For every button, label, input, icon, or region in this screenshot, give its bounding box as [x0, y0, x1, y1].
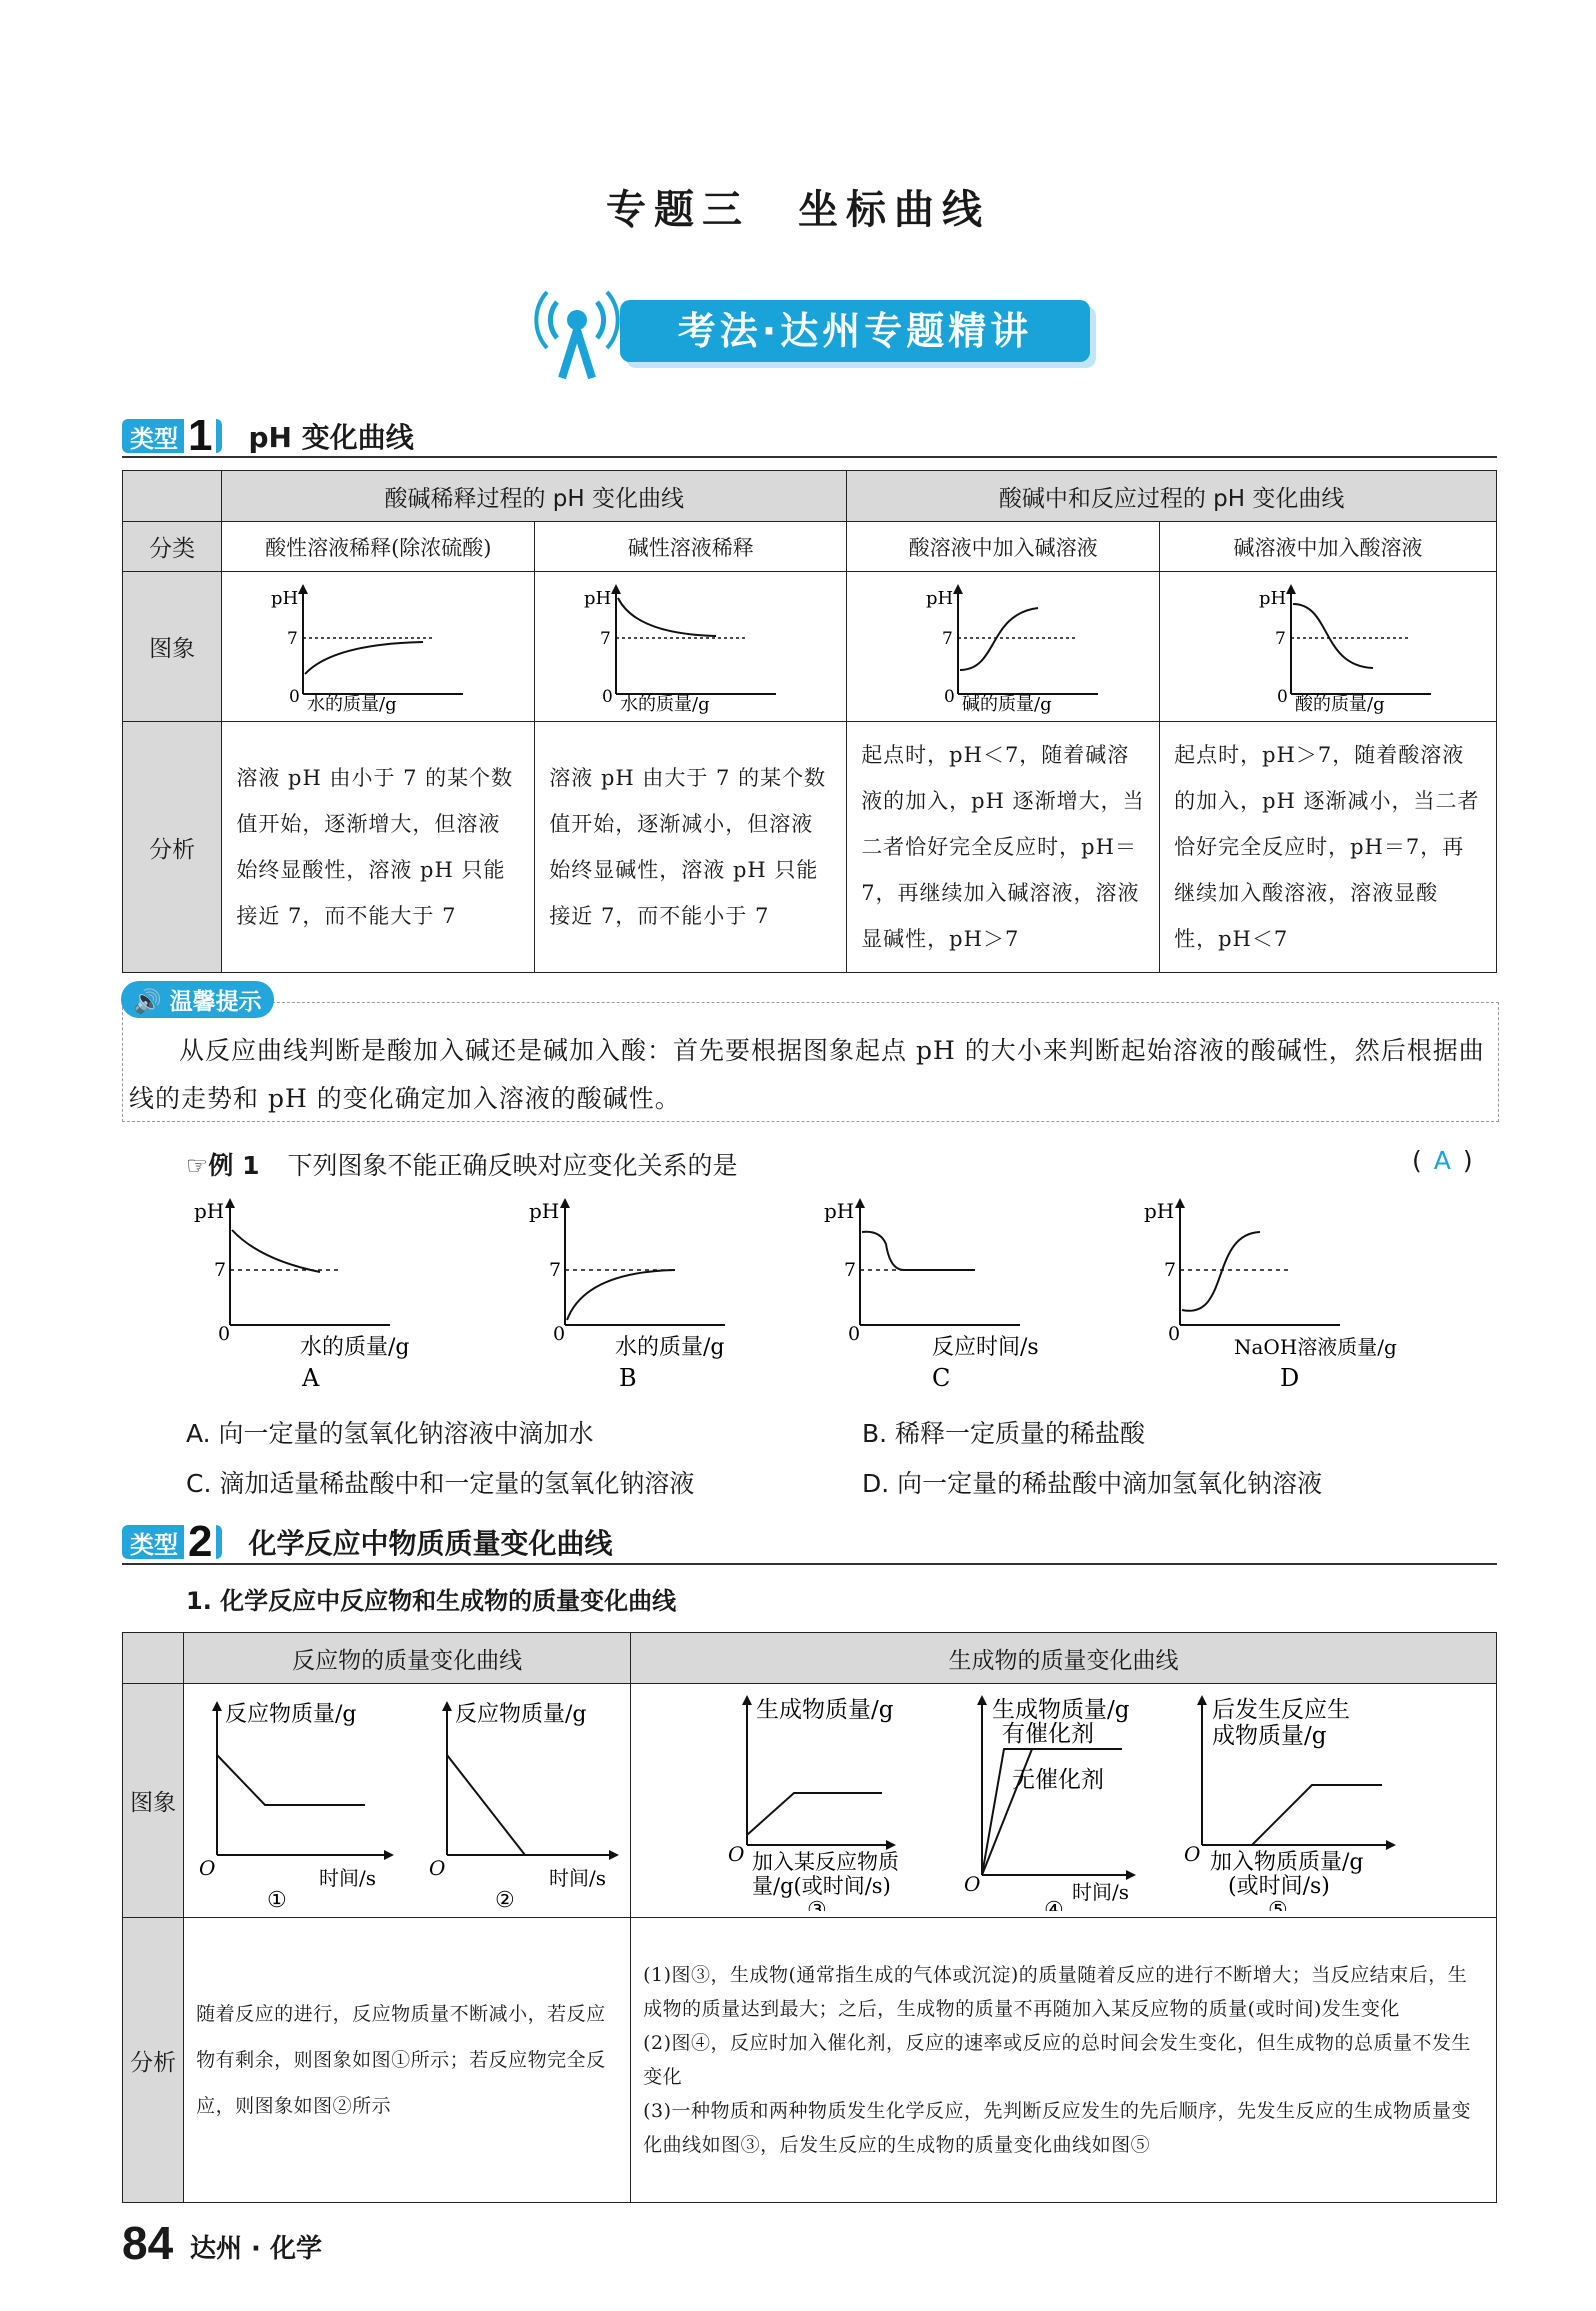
- ph-graph-base-plus-acid: [1161, 574, 1481, 714]
- ph-graph-acid-plus-base: [848, 574, 1148, 714]
- ph-graph-base-dilution: [536, 574, 836, 714]
- type2-header: [122, 1517, 613, 1566]
- image-cell: [535, 572, 847, 722]
- axis-y-label: 后发生反应生: [1212, 1697, 1351, 1723]
- tip-tag: [121, 981, 274, 1018]
- axis-x-label: 水的质量/g: [300, 1335, 410, 1360]
- axis-x-label: 酸的质量/g: [1295, 694, 1385, 714]
- image-cell: [222, 572, 535, 722]
- graph-number: ③: [807, 1898, 827, 1911]
- axis-x-label: 水的质量/g: [615, 1335, 725, 1360]
- row-label-analysis: 分析: [123, 1918, 184, 2203]
- axis-y-label: pH: [1259, 588, 1287, 609]
- tip-text: 从反应曲线判断是酸加入碱还是碱加入酸：首先要根据图象起点 pH 的大小来判断起始溶液的酸碱性，然后根据曲线的走势和 pH 的变化确定加入溶液的酸碱性。: [129, 1036, 1485, 1113]
- graph-number: ④: [1044, 1898, 1064, 1911]
- type2-tag-number: 2: [184, 1520, 216, 1564]
- axis-7-label: 7: [1275, 629, 1286, 649]
- page-number: 84: [122, 2217, 174, 2269]
- reactant-graphs-cell: [184, 1684, 631, 1918]
- section-banner: [532, 282, 1092, 380]
- answer-open: (: [1412, 1146, 1422, 1175]
- axis-y-label: pH: [271, 588, 299, 609]
- example-graph-c: [820, 1190, 1080, 1400]
- table1-corner: [123, 471, 222, 522]
- type2-tag: [122, 1517, 222, 1566]
- class-cell: 酸性溶液稀释(除浓硫酸): [222, 522, 535, 572]
- product-graphs: [632, 1685, 1492, 1911]
- axis-x-label: 水的质量/g: [307, 694, 397, 714]
- footer-label: 达州 · 化学: [190, 2234, 322, 2264]
- table2-corner: [123, 1633, 184, 1684]
- type1-title: pH 变化曲线: [248, 421, 414, 454]
- no-catalyst-label: 无催化剂: [1012, 1767, 1105, 1793]
- analysis-cell: 起点时，pH＞7，随着酸溶液的加入，pH 逐渐减小，当二者恰好完全反应时，pH＝7，再继续加入酸溶液，溶液显酸性，pH＜7: [1160, 722, 1497, 973]
- axis-x-label: 反应时间/s: [932, 1335, 1039, 1360]
- table1-group1: 酸碱稀释过程的 pH 变化曲线: [222, 471, 847, 522]
- axis-0-label: 0: [848, 1323, 861, 1345]
- origin-label: O: [728, 1842, 745, 1866]
- banner-title: 考法·达州专题精讲: [620, 300, 1090, 362]
- axis-0-label: 0: [289, 687, 301, 707]
- graph-letter: D: [1280, 1364, 1300, 1392]
- axis-0-label: 0: [1168, 1323, 1181, 1345]
- axis-0-label: 0: [1277, 687, 1288, 707]
- example1-question: [186, 1146, 737, 1182]
- row-label-analysis: 分析: [123, 722, 222, 973]
- page-title: 专题三 坐标曲线: [606, 187, 990, 233]
- graph-3: [728, 1695, 899, 1911]
- axis-7-label: 7: [214, 1259, 227, 1281]
- type1-tag: [122, 411, 222, 460]
- class-cell: 酸溶液中加入碱溶液: [847, 522, 1160, 572]
- catalyst-label: 有催化剂: [1002, 1721, 1095, 1747]
- option-c: C. 滴加适量稀盐酸中和一定量的氢氧化钠溶液: [186, 1469, 695, 1498]
- type2-tag-label: 类型: [130, 1530, 178, 1559]
- graph-number: ②: [495, 1888, 515, 1911]
- answer-close: ): [1462, 1146, 1473, 1175]
- example1-answer: [1412, 1146, 1473, 1175]
- analysis-right: [631, 1918, 1497, 2203]
- mass-curve-table: [122, 1632, 1497, 2203]
- speaker-icon: 🔊: [133, 989, 170, 1015]
- axis-y-label: 反应物质量/g: [455, 1702, 587, 1727]
- graph-letter: B: [619, 1364, 637, 1392]
- example-graph-b: [525, 1190, 785, 1400]
- axis-7-label: 7: [1164, 1259, 1177, 1281]
- ph-graph-acid-dilution: [223, 574, 523, 714]
- graph-5: [1184, 1695, 1396, 1911]
- analysis-cell: 起点时，pH＜7，随着碱溶液的加入，pH 逐渐增大，当二者恰好完全反应时，pH＝7，再继续加入碱溶液，溶液显碱性，pH＞7: [847, 722, 1160, 973]
- subsection-heading: 1. 化学反应中反应物和生成物的质量变化曲线: [186, 1587, 677, 1615]
- graph-number: ⑤: [1268, 1898, 1288, 1911]
- tip-box: [122, 989, 1499, 1122]
- axis-y-label: pH: [824, 1199, 855, 1223]
- axis-y-label-2: 成物质量/g: [1212, 1723, 1327, 1749]
- image-cell: [1160, 572, 1497, 722]
- axis-x-label: 时间/s: [549, 1866, 607, 1890]
- axis-y-label: 反应物质量/g: [225, 1702, 357, 1727]
- example-graph-d: [1140, 1190, 1440, 1400]
- axis-0-label: 0: [218, 1323, 231, 1345]
- reactant-graphs: [185, 1685, 625, 1911]
- axis-0-label: 0: [602, 687, 614, 707]
- axis-y-label: pH: [584, 588, 612, 609]
- type1-tag-number: 1: [184, 414, 216, 458]
- option-b: B. 稀释一定质量的稀盐酸: [862, 1419, 1146, 1448]
- graph-number: ①: [267, 1888, 287, 1911]
- axis-x-label: 水的质量/g: [620, 694, 710, 714]
- axis-x-label: 加入某反应物质: [752, 1850, 900, 1874]
- axis-x-label: 碱的质量/g: [962, 694, 1052, 714]
- axis-y-label: pH: [194, 1199, 225, 1223]
- origin-label: O: [199, 1856, 216, 1880]
- axis-7-label: 7: [287, 629, 299, 649]
- row-label-class: 分类: [123, 522, 222, 572]
- type2-rule: [122, 1563, 1497, 1565]
- axis-0-label: 0: [944, 687, 956, 707]
- origin-label: O: [429, 1856, 446, 1880]
- axis-y-label: pH: [529, 1199, 560, 1223]
- table2-head-left: 反应物的质量变化曲线: [184, 1633, 631, 1684]
- origin-label: O: [1184, 1842, 1201, 1866]
- analysis-cell: 溶液 pH 由小于 7 的某个数值开始，逐渐增大，但溶液始终显酸性，溶液 pH 只能接近 7，而不能大于 7: [222, 722, 535, 973]
- axis-y-label: pH: [926, 588, 954, 609]
- axis-7-label: 7: [942, 629, 954, 649]
- type1-tag-label: 类型: [130, 424, 178, 453]
- axis-y-label: 生成物质量/g: [756, 1697, 894, 1723]
- axis-x-label: 加入物质质量/g: [1210, 1850, 1364, 1875]
- analysis-left: 随着反应的进行，反应物质量不断减小，若反应物有剩余，则图象如图①所示；若反应物完全反应，则图象如图②所示: [184, 1918, 631, 2203]
- option-d: D. 向一定量的稀盐酸中滴加氢氧化钠溶液: [862, 1469, 1323, 1498]
- analysis-point-3: (3)一种物质和两种物质发生化学反应，先判断反应发生的先后顺序，先发生反应的生成物质量变化曲线如图③，后发生反应的生成物的质量变化曲线如图⑤: [643, 2100, 1471, 2156]
- origin-label: O: [964, 1872, 981, 1896]
- axis-y-label: pH: [1144, 1199, 1175, 1223]
- graph-2: [429, 1701, 619, 1911]
- option-a: A. 向一定量的氢氧化钠溶液中滴加水: [186, 1419, 594, 1448]
- axis-x-label: 时间/s: [1072, 1880, 1130, 1904]
- example1-question-text: 下列图象不能正确反映对应变化关系的是: [287, 1151, 738, 1180]
- row-label-image: 图象: [123, 1684, 184, 1918]
- analysis-point-2: (2)图④，反应时加入催化剂，反应的速率或反应的总时间会发生变化，但生成物的总质量不发生变化: [643, 2032, 1471, 2088]
- graph-letter: C: [932, 1364, 951, 1392]
- analysis-point-1: (1)图③，生成物(通常指生成的气体或沉淀)的质量随着反应的进行不断增大；当反应结束后，生成物的质量达到最大；之后，生成物的质量不再随加入某反应物的质量(或时间)发生变化: [643, 1964, 1468, 2020]
- example1-label: ☞例 1: [186, 1151, 260, 1180]
- type1-header: [122, 411, 414, 460]
- axis-0-label: 0: [553, 1323, 566, 1345]
- class-cell: 碱溶液中加入酸溶液: [1160, 522, 1497, 572]
- analysis-cell: 溶液 pH 由大于 7 的某个数值开始，逐渐减小，但溶液始终显碱性，溶液 pH 只能接近 7，而不能小于 7: [535, 722, 847, 973]
- axis-7-label: 7: [844, 1259, 857, 1281]
- example-graph-a: [190, 1190, 450, 1400]
- graph-1: [199, 1701, 394, 1911]
- answer-letter: A: [1433, 1146, 1451, 1175]
- image-cell: [847, 572, 1160, 722]
- tip-tag-label: 温馨提示: [169, 989, 262, 1015]
- axis-x-label: NaOH溶液质量/g: [1234, 1335, 1397, 1359]
- class-cell: 碱性溶液稀释: [535, 522, 847, 572]
- table1-group2: 酸碱中和反应过程的 pH 变化曲线: [847, 471, 1497, 522]
- axis-x-label: 时间/s: [319, 1866, 377, 1890]
- type1-rule: [122, 456, 1497, 458]
- graph-4: [964, 1695, 1136, 1911]
- product-graphs-cell: [631, 1684, 1497, 1918]
- axis-x-label-2: (或时间/s): [1228, 1874, 1330, 1899]
- axis-x-label-2: 量/g(或时间/s): [752, 1874, 891, 1898]
- axis-7-label: 7: [600, 629, 612, 649]
- type2-title: 化学反应中物质质量变化曲线: [248, 1527, 613, 1560]
- signal-icon: [532, 282, 622, 380]
- graph-letter: A: [302, 1364, 320, 1392]
- table2-head-right: 生成物的质量变化曲线: [631, 1633, 1497, 1684]
- axis-7-label: 7: [549, 1259, 562, 1281]
- ph-curve-table: [122, 470, 1497, 973]
- axis-y-label: 生成物质量/g: [992, 1697, 1130, 1723]
- row-label-image: 图象: [123, 572, 222, 722]
